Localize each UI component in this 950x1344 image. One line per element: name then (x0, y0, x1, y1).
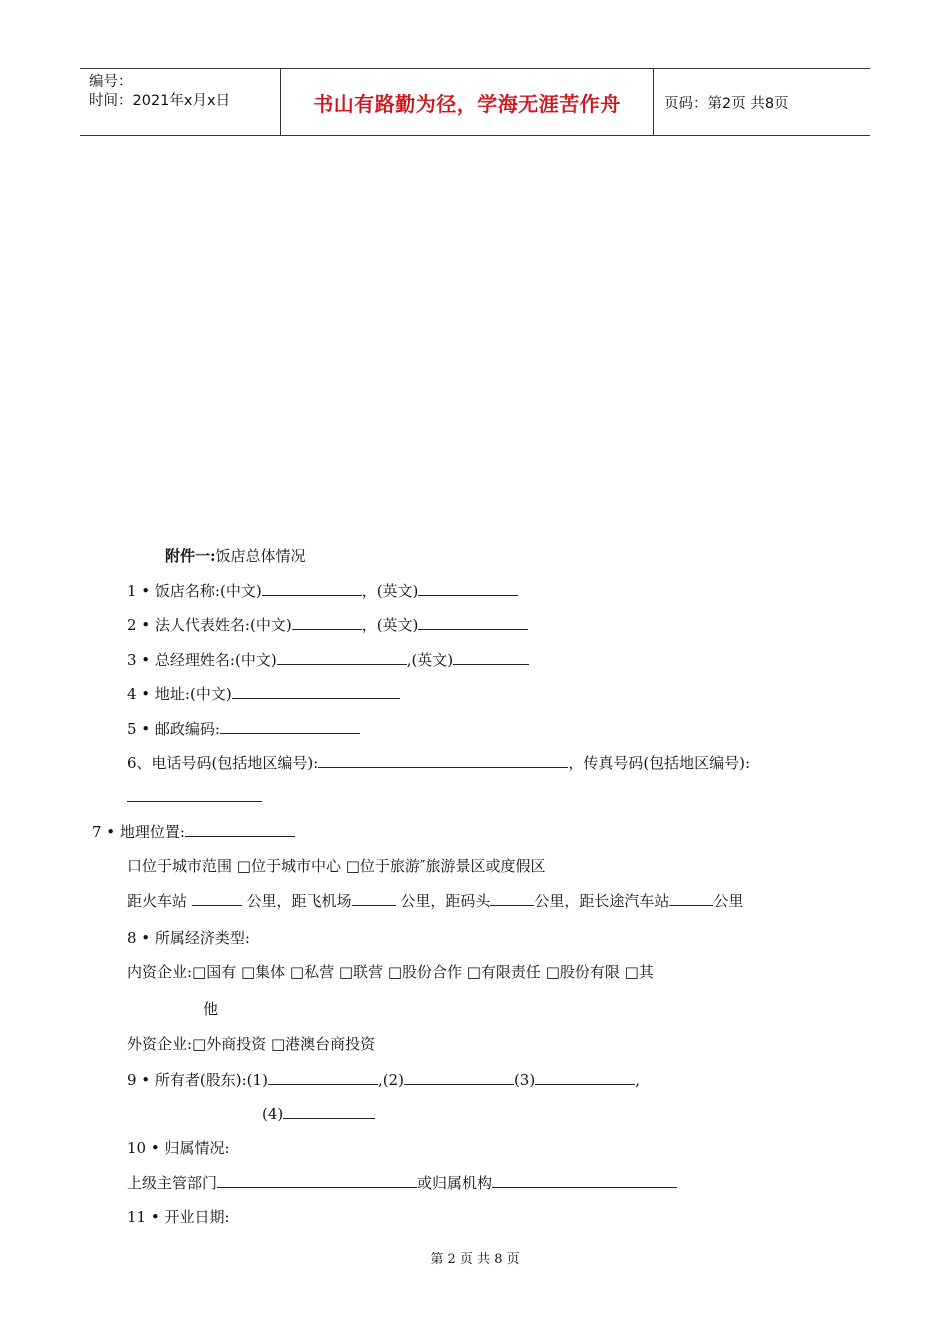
label: 9 • 所有者(股东):(1) (127, 1071, 268, 1089)
line-opening-date: 11 • 开业日期: (127, 1208, 230, 1226)
blank-owner3[interactable] (535, 1069, 635, 1085)
header-motto: 书山有路勤为径，学海无涯苦作舟 (281, 69, 654, 135)
label: ,(英文) (406, 651, 454, 669)
line-location-options: 口位于城市范围 □位于城市中心 □位于旅游″旅游景区或度假区 (127, 857, 546, 875)
blank-dock[interactable] (490, 890, 534, 906)
blank-location[interactable] (185, 821, 295, 837)
blank-cn[interactable] (277, 649, 407, 665)
blank-owner4[interactable] (283, 1103, 375, 1119)
label: ，传真号码(包括地区编号): (568, 754, 751, 772)
label: ,(2) (377, 1071, 404, 1089)
label: 或归属机构 (417, 1174, 493, 1192)
label: 5 • 邮政编码: (127, 720, 220, 738)
label: (3) (513, 1071, 536, 1089)
header-left (80, 69, 281, 135)
page-header (80, 68, 870, 136)
blank-train[interactable] (192, 890, 242, 906)
time-label: 时间：2021年x月x日 (89, 93, 231, 109)
blank-owner2[interactable] (404, 1069, 514, 1085)
line-affiliation: 10 • 归属情况: (127, 1139, 230, 1157)
line-fax-blank (127, 786, 262, 807)
label: , (635, 1071, 640, 1089)
line-legal-rep (127, 614, 528, 635)
label: 公里，距长途汽车站 (534, 892, 670, 910)
blank-institution[interactable] (492, 1172, 677, 1188)
line-distances (127, 890, 743, 911)
label: 公里 (713, 892, 744, 910)
label: 距火车站 (127, 892, 192, 910)
attachment-name: 饭店总体情况 (215, 547, 306, 565)
label: 4 • 地址:(中文) (127, 685, 232, 703)
page-footer: 第 2 页 共 8 页 (430, 1252, 520, 1267)
label: 1 • 饭店名称:(中文) (127, 582, 262, 600)
label: 2 • 法人代表姓名:(中文) (127, 616, 292, 634)
blank-owner1[interactable] (268, 1069, 378, 1085)
number-label: 编号： (89, 74, 133, 90)
line-phone (127, 752, 750, 773)
line-owners (127, 1069, 640, 1090)
label: ，(英文) (361, 616, 419, 634)
blank-airport[interactable] (352, 890, 396, 906)
blank-en[interactable] (418, 580, 518, 596)
line-economy-type: 8 • 所属经济类型: (127, 929, 250, 947)
label: 公里，距飞机场 (241, 892, 352, 910)
line-hotel-name (127, 580, 518, 601)
blank-cn[interactable] (262, 580, 362, 596)
line-domestic: 内资企业:□国有 □集体 □私营 □联营 □股份合作 □有限责任 □股份有限 □其 (127, 963, 654, 981)
line-postcode (127, 718, 360, 739)
line-address (127, 683, 400, 704)
label: 6、电话号码(包括地区编号): (127, 754, 319, 772)
blank-en[interactable] (418, 614, 528, 630)
blank-cn[interactable] (292, 614, 362, 630)
label: 公里，距码头 (395, 892, 491, 910)
header-page-info: 页码：第2页 共8页 (664, 95, 789, 112)
label: 7 • 地理位置: (92, 823, 185, 841)
blank-bus[interactable] (669, 890, 713, 906)
attachment-title (165, 546, 306, 566)
line-authority (127, 1172, 677, 1193)
blank-authority[interactable] (217, 1172, 417, 1188)
blank-address[interactable] (232, 683, 400, 699)
blank-en[interactable] (453, 649, 529, 665)
label: 上级主管部门 (127, 1174, 218, 1192)
line-owner4 (262, 1103, 375, 1124)
blank-phone[interactable] (318, 752, 568, 768)
label: 3 • 总经理姓名:(中文) (127, 651, 277, 669)
line-location (92, 821, 295, 842)
label: (4) (262, 1105, 284, 1123)
blank-fax[interactable] (127, 786, 262, 802)
line-domestic-cont: 他 (203, 1000, 219, 1018)
label: ，(英文) (361, 582, 419, 600)
line-foreign: 外资企业:□外商投资 □港澳台商投资 (127, 1035, 376, 1053)
line-gm-name (127, 649, 529, 670)
blank-postcode[interactable] (220, 718, 360, 734)
attachment-label: 附件一: (165, 547, 216, 565)
